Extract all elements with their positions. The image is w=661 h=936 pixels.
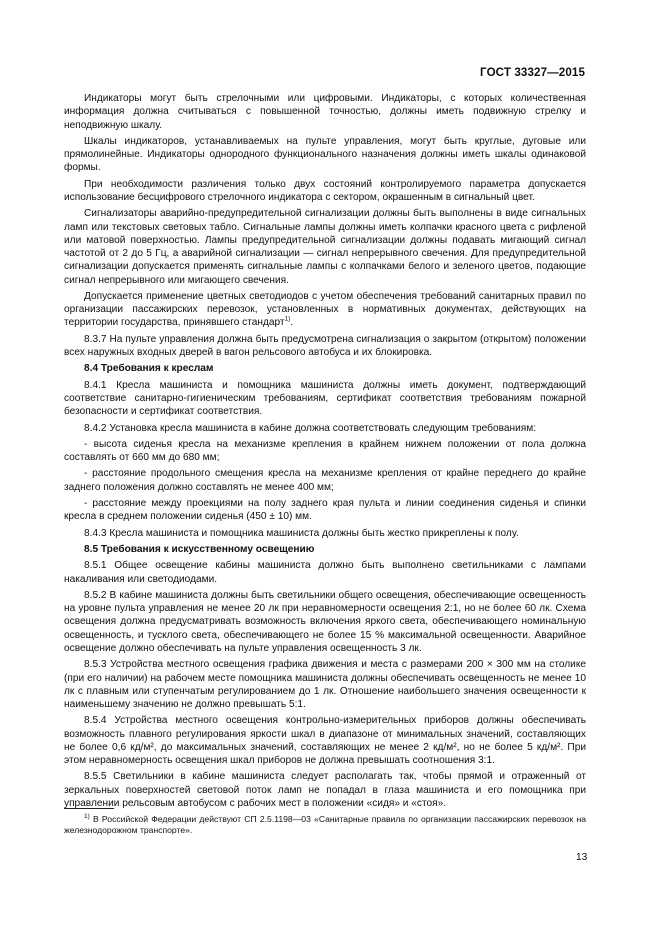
- paragraph-8-3-7: 8.3.7 На пульте управления должна быть предусмотрена сигнализация о закрытом (открытом) положении всех наружных входных дверей в вагон рельсового автобуса и их блокировка.: [64, 333, 586, 358]
- section-heading-8-5: 8.5 Требования к искусственному освещению: [84, 543, 315, 555]
- paragraph-8-5-5: 8.5.5 Светильники в кабине машиниста следует располагать так, чтобы прямой и отраженный от зеркальных поверхностей световой поток ламп не попадал в глаза машиниста и его помощника при управлении рельсовым автобусом с рабочих мест в положении «сидя» и «стоя».: [64, 771, 586, 809]
- paragraph-two-states: При необходимости различения только двух состояний контролируемого параметра допускается использование бесцифрового стрелочного индикатора с сектором, окрашенным в сигнальный цвет.: [64, 178, 586, 203]
- footnote-marker: 1): [84, 813, 90, 821]
- footnote: [64, 814, 586, 837]
- footnote-reference[interactable]: 1): [284, 316, 291, 323]
- list-item-seat-height: - высота сиденья кресла на механизме крепления в крайнем нижнем положении от пола должна составлять от 660 мм до 680 мм;: [64, 438, 586, 464]
- paragraph-leds-text: Допускается применение цветных светодиодов с учетом обеспечения требований санитарных правил по организации пассажирских перевозок, установленных в нормативных документах, действующих на территории государства, принявшего стандарт: [64, 290, 586, 329]
- paragraph-8-4-3: 8.4.3 Кресла машиниста и помощника машиниста должны быть жестко прикреплены к полу.: [84, 527, 519, 539]
- footnote-divider: [64, 808, 114, 809]
- main-text: [64, 92, 586, 813]
- paragraph-8-5-4: 8.5.4 Устройства местного освещения контрольно-измерительных приборов должны обеспечивать возможность плавного регулирования яркости шкал в диапазоне от минимальных значений, составляющих не более 0,6 кд/м², до максимальных значений, составляющих не менее 2 кд/м², но не более 5 кд/м². При этом неравномерность освещения шкал приборов не должна превышать соотношения 3:1.: [64, 715, 586, 767]
- paragraph-leds: Допускается применение цветных светодиодов с учетом обеспечения требований санитарных правил по организации пассажирских перевозок, установленных в нормативных документах, действующих на территории государства, принявшего стандарт$^{1)}$.: [64, 290, 586, 329]
- paragraph-8-4-1: 8.4.1 Кресла машиниста и помощника машиниста должны иметь документ, подтверждающий соответствие санитарно-гигиеническим требованиям, сертификат соответствия требованиям пожарной безопасности и сертификат соответствия.: [64, 379, 586, 418]
- paragraph-8-5-2: 8.5.2 В кабине машиниста должны быть светильники общего освещения, обеспечивающие освещенность на уровне пульта управления не менее 20 лк при неравномерности освещения 2:1, но не более 60 лк. Схема освещения должна предусматривать возможность включения яркого света, обеспечивающего номинальную освещенность, и тусклого света, обеспечивающего не более 15 % максимальной освещенности. Аварийное освещение должно обеспечивать на пульте управления освещенность 3 лк.: [64, 589, 586, 654]
- paragraph-8-5-1: 8.5.1 Общее освещение кабины машиниста должно быть выполнено светильниками с лампами накаливания или светодиодами.: [64, 560, 586, 585]
- paragraph-indicators: Индикаторы могут быть стрелочными или цифровыми. Индикаторы, с которых количественная информация должна считываться с повышенной точностью, должны иметь подвижную стрелку и неподвижную шкалу.: [64, 93, 586, 131]
- paragraph-scales: Шкалы индикаторов, устанавливаемых на пульте управления, могут быть круглые, дуговые или прямолинейные. Индикаторы однородного функционального назначения должны иметь шкалы одинаковой формы.: [64, 135, 586, 174]
- footnote-text: В Российской Федерации действуют СП 2.5.1198—03 «Санитарные правила по организации пассажирских перевозок на железнодорожном транспорте».: [64, 814, 587, 836]
- paragraph-8-4-2: 8.4.2 Установка кресла машиниста в кабине должна соответствовать следующим требованиям:: [84, 422, 537, 434]
- page-number: 13: [576, 852, 588, 863]
- document-code-header: ГОСТ 33327—2015: [480, 66, 585, 79]
- paragraph-8-5-3: 8.5.3 Устройства местного освещения графика движения и места с размерами 200 × 300 мм на столике (при его наличии) на рабочем месте помощника машиниста должны обеспечивать освещенность не менее 10 лк с плавным или ступенчатым регулированием до 1 лк. Отношение наибольшего значения освещенности к наименьшему значению не должно превышать 5:1.: [64, 659, 586, 710]
- list-item-seat-shift: - расстояние продольного смещения кресла на механизме крепления от крайне переднего до крайне заднего положения должно составлять не менее 400 мм;: [64, 468, 586, 493]
- list-item-seat-distance: - расстояние между проекциями на полу заднего края пульта и линии соединения сиденья и спинки кресла в среднем положении сиденья (450 ± 10) мм.: [64, 498, 586, 523]
- paragraph-signaling: Сигнализаторы аварийно-предупредительной сигнализации должны быть выполнены в виде сигнальных ламп или текстовых световых табло. Сигнальные лампы должны иметь колпачки красного цвета с рифленой или матовой поверхностью. Лампы предупредительной сигнализации должны подавать мигающий сигнал частотой от 2 до 5 Гц, а аварийной сигнализации — сигнал непрерывного свечения. Для предупредительной сигнализации допускается применять сигнальные лампы с колпачками белого и зеленого цветов, подающие сигнал непрерывного или мигающего свечения.: [64, 208, 586, 286]
- section-heading-8-4: 8.4 Требования к креслам: [84, 363, 214, 375]
